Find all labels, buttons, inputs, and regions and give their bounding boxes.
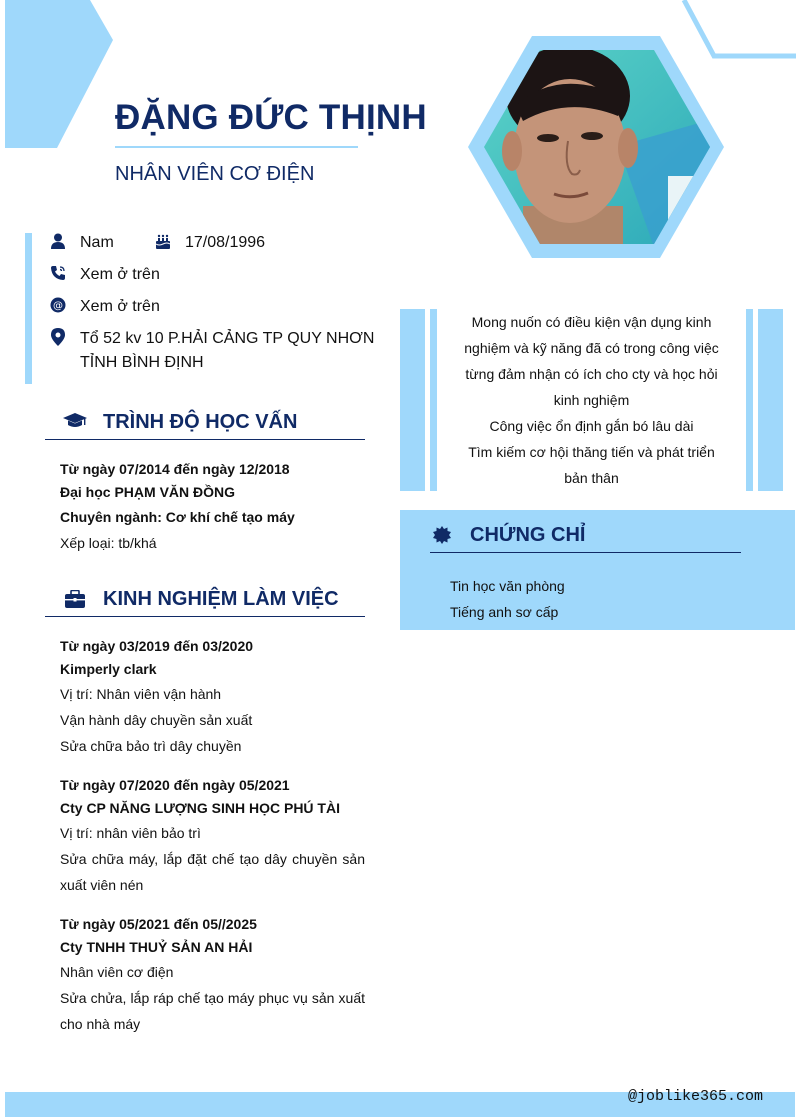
certificates-list — [450, 573, 565, 625]
job-detail: Sửa chữa máy, lắp đặt chế tạo dây chuyền sản xuất viên nén — [60, 851, 365, 893]
phone-icon — [48, 263, 68, 283]
job-period: Từ ngày 05/2021 đến 05//2025 — [60, 916, 257, 932]
objective-bar-right-wide — [758, 309, 783, 491]
job-detail: Vị trí: Nhân viên vận hành — [60, 686, 222, 702]
certificates-divider — [430, 552, 741, 553]
birthday-row — [153, 231, 265, 255]
experience-entry — [60, 635, 365, 759]
graduation-cap-icon — [63, 410, 87, 434]
certificate-item: Tiếng anh sơ cấp — [450, 604, 559, 620]
gender-row — [48, 231, 114, 255]
address-row — [48, 327, 408, 375]
education-period: Từ ngày 07/2014 đến ngày 12/2018 — [60, 461, 290, 477]
experience-entry — [60, 774, 365, 898]
user-icon — [48, 231, 68, 251]
contact-accent-bar — [25, 233, 32, 384]
candidate-name: ĐẶNG ĐỨC THỊNH — [115, 98, 427, 137]
phone-value: Xem ở trên — [80, 266, 160, 283]
education-rank: Xếp loại: tb/khá — [60, 535, 157, 551]
experience-title: KINH NGHIỆM LÀM VIỆC — [103, 587, 339, 610]
email-value: Xem ở trên — [80, 298, 160, 315]
birthday-value: 17/08/1996 — [185, 234, 266, 251]
job-period: Từ ngày 07/2020 đến ngày 05/2021 — [60, 777, 290, 793]
certificate-item: Tin học văn phòng — [450, 578, 565, 594]
education-divider — [45, 439, 365, 440]
badge-icon — [430, 523, 454, 547]
at-icon — [48, 295, 68, 315]
objective-bar-left-wide — [400, 309, 425, 491]
education-entry — [60, 458, 365, 556]
footer-watermark: @joblike365.com — [628, 1088, 764, 1105]
job-company: Cty TNHH THUỶ SẢN AN HẢI — [60, 939, 253, 955]
job-detail: Vận hành dây chuyền sản xuất — [60, 712, 253, 728]
job-detail: Vị trí: nhân viên bảo trì — [60, 825, 201, 841]
objective-bar-right-thin — [746, 309, 753, 491]
name-underline — [115, 146, 358, 148]
decorative-corner-shape — [5, 0, 113, 148]
job-detail: Sửa chữa bảo trì dây chuyền — [60, 738, 242, 754]
career-objective — [462, 309, 721, 491]
job-period: Từ ngày 03/2019 đến 03/2020 — [60, 638, 254, 654]
address-value: Tổ 52 kv 10 P.HẢI CẢNG TP QUY NHƠN TỈNH BÌNH ĐỊNH — [80, 330, 375, 371]
job-company: Kimperly clark — [60, 661, 157, 677]
certificates-heading — [430, 523, 585, 547]
education-title: TRÌNH ĐỘ HỌC VẤN — [103, 410, 298, 433]
objective-line: Công việc ổn định gắn bó lâu dài — [489, 418, 694, 434]
experience-entry — [60, 913, 365, 1037]
svg-text:@: @ — [53, 300, 63, 312]
experience-divider — [45, 616, 365, 617]
certificates-title: CHỨNG CHỈ — [470, 523, 586, 546]
map-pin-icon — [48, 327, 68, 347]
education-school: Đại học PHẠM VĂN ĐỒNG — [60, 484, 236, 500]
profile-photo — [468, 36, 724, 258]
objective-line: Tìm kiếm cơ hội thăng tiến và phát triển bản thân — [468, 444, 715, 486]
job-detail: Nhân viên cơ điện — [60, 964, 174, 980]
education-heading — [63, 410, 297, 434]
phone-row — [48, 263, 160, 287]
objective-line: Mong nuốn có điều kiện vận dụng kinh nghiệm và kỹ năng đã có trong công việc từng đảm nhận có ích cho cty và học hỏi kinh nghiệm — [464, 314, 719, 408]
job-detail: Sửa chửa, lắp ráp chế tạo máy phục vụ sản xuất cho nhà máy — [60, 990, 365, 1032]
email-row — [48, 295, 160, 319]
job-company: Cty CP NĂNG LƯỢNG SINH HỌC PHÚ TÀI — [60, 800, 340, 816]
cake-icon — [153, 231, 173, 251]
experience-heading — [63, 587, 339, 611]
briefcase-icon — [63, 587, 87, 611]
job-title: NHÂN VIÊN CƠ ĐIỆN — [115, 163, 315, 185]
objective-bar-left-thin — [430, 309, 437, 491]
gender-value: Nam — [80, 234, 114, 251]
education-major: Chuyên ngành: Cơ khí chế tạo máy — [60, 509, 295, 525]
